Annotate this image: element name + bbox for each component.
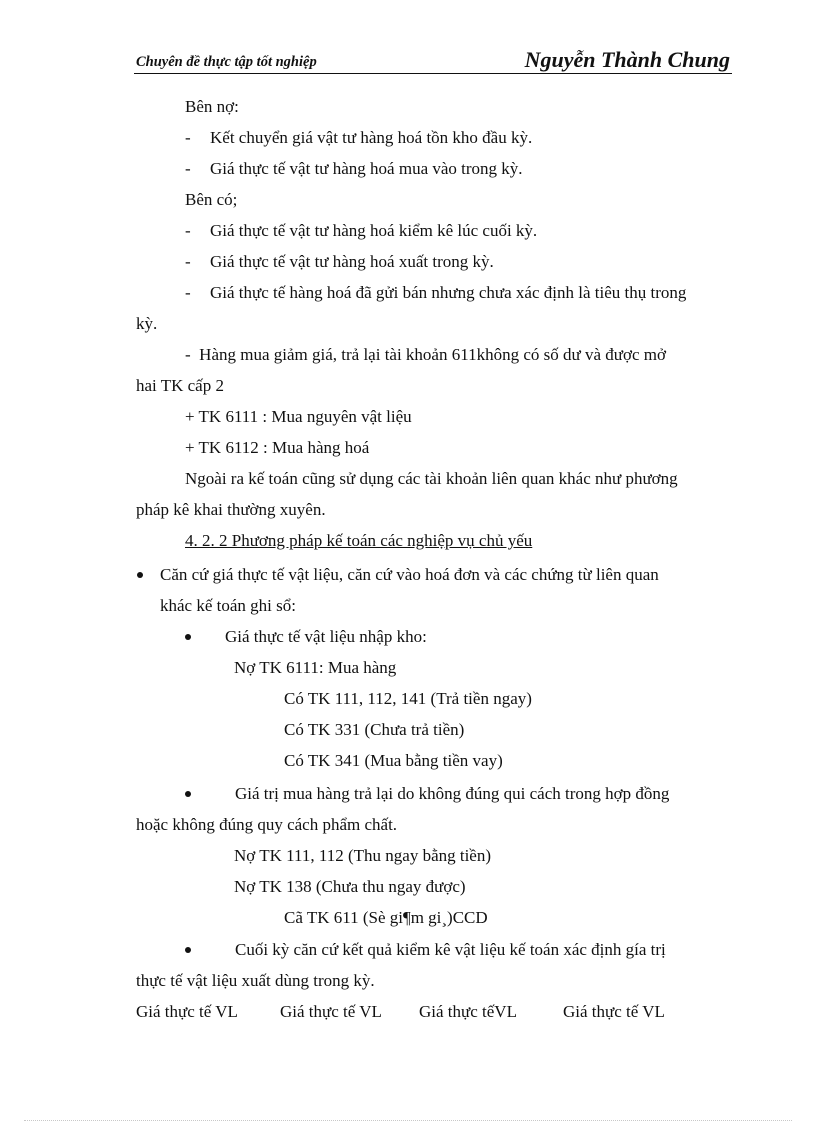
text-line: Kết chuyển giá vật tư hàng hoá tồn kho đầu kỳ. — [210, 128, 533, 147]
formula-term: Giá thực tế VL — [136, 1002, 238, 1021]
text-line: Cuối kỳ căn cứ kết quả kiểm kê vật liệu kế toán xác định gía trị — [235, 940, 666, 959]
section-heading: 4. 2. 2 Phương pháp kế toán các nghiệp vụ chủ yếu — [185, 531, 533, 550]
dash-marker: - — [185, 159, 191, 178]
dash-item — [185, 128, 532, 148]
dash-item — [185, 283, 686, 303]
text-line: Giá thực tế vật tư hàng hoá mua vào trong kỳ. — [210, 159, 523, 178]
text-line: Giá thực tế vật tư hàng hoá xuất trong kỳ. — [210, 252, 494, 271]
text-line: + TK 6111 : Mua nguyên vật liệu — [185, 407, 412, 426]
header-left-title: Chuyên đề thực tập tốt nghiệp — [136, 54, 317, 70]
text-line: thực tế vật liệu xuất dùng trong kỳ. — [136, 971, 375, 990]
dash-marker: - — [185, 252, 191, 271]
text-line: kỳ. — [136, 314, 158, 333]
bullet-icon — [185, 634, 191, 640]
header-rule — [134, 73, 732, 74]
text-line: khác kế toán ghi sổ: — [160, 596, 296, 615]
text-line: Giá thực tế vật tư hàng hoá kiểm kê lúc cuối kỳ. — [210, 221, 538, 240]
text-line: Giá trị mua hàng trả lại do không đúng qui cách trong hợp đồng — [235, 784, 670, 803]
footer-rule — [24, 1120, 792, 1121]
text-line: hoặc không đúng quy cách phẩm chất. — [136, 815, 398, 834]
text-line: + TK 6112 : Mua hàng hoá — [185, 438, 370, 457]
dash-item — [185, 159, 523, 179]
text-line: Ngoài ra kế toán cũng sử dụng các tài khoản liên quan khác như phương — [185, 469, 678, 488]
text-line: Có TK 331 (Chưa trả tiền) — [284, 720, 465, 739]
dash-item — [185, 221, 537, 241]
text-line: Có TK 341 (Mua bằng tiền vay) — [284, 751, 503, 770]
formula-term: Giá thực tế VL — [280, 1002, 382, 1021]
bullet-icon — [137, 572, 143, 578]
text-line: hai TK cấp 2 — [136, 376, 224, 395]
text-line: Giá thực tế hàng hoá đã gửi bán nhưng chưa xác định là tiêu thụ trong — [210, 283, 687, 302]
text-line: Cã TK 611 (Sè gi¶m gi¸)CCD — [284, 908, 488, 927]
header-author-name: Nguyễn Thành Chung — [524, 47, 730, 72]
text-line: Bên có; — [185, 190, 238, 209]
text-line: Căn cứ giá thực tế vật liệu, căn cứ vào hoá đơn và các chứng từ liên quan — [160, 565, 659, 584]
text-line: Giá thực tế vật liệu nhập kho: — [225, 627, 427, 646]
text-line: pháp kê khai thường xuyên. — [136, 500, 326, 519]
text-line: Nợ TK 6111: Mua hàng — [234, 658, 397, 677]
dash-item — [185, 252, 494, 272]
formula-term: Giá thực tếVL — [419, 1002, 517, 1021]
text-line: Nợ TK 138 (Chưa thu ngay được) — [234, 877, 466, 896]
dash-item — [185, 345, 666, 365]
text-line: Bên nợ: — [185, 97, 239, 116]
text-line: Hàng mua giảm giá, trả lại tài khoản 611không có số dư và được mở — [199, 345, 666, 364]
formula-term: Giá thực tế VL — [563, 1002, 665, 1021]
dash-marker: - — [185, 128, 191, 147]
bullet-icon — [185, 791, 191, 797]
text-line: Nợ TK 111, 112 (Thu ngay bằng tiền) — [234, 846, 492, 865]
dash-marker: - — [185, 221, 191, 240]
dash-marker: - — [185, 345, 191, 364]
dash-marker: - — [185, 283, 191, 302]
bullet-icon — [185, 947, 191, 953]
text-line: Có TK 111, 112, 141 (Trả tiền ngay) — [284, 689, 532, 708]
